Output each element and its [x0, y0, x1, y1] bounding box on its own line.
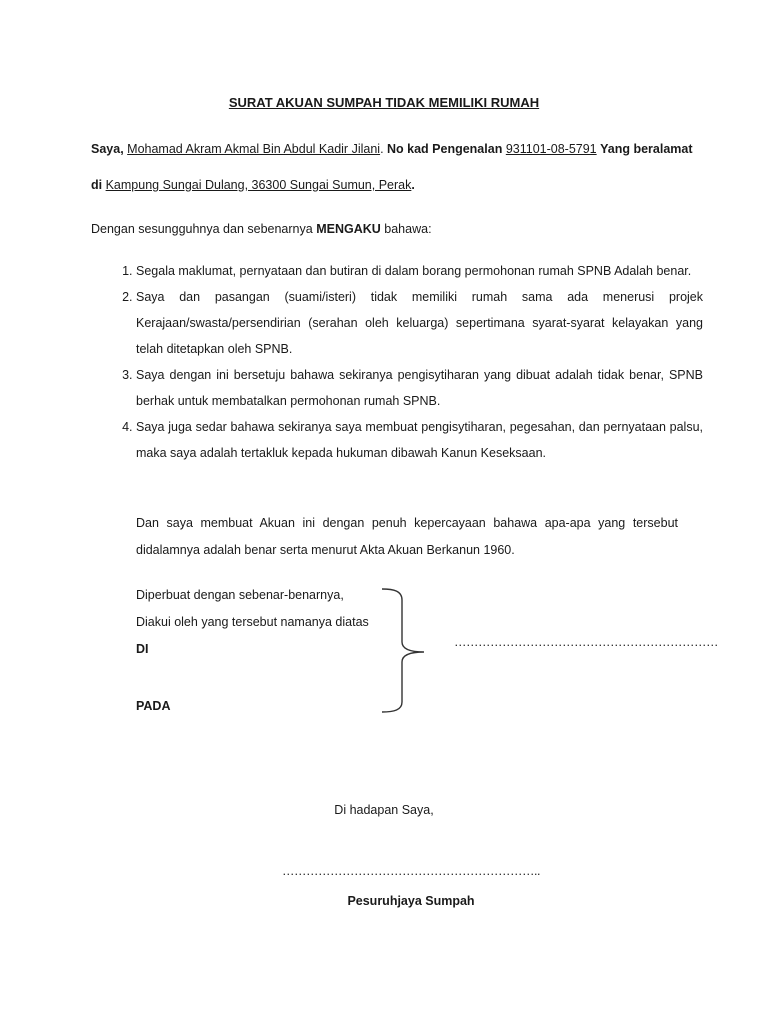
- address-label-2: di: [91, 178, 103, 192]
- intro-keyword: MENGAKU: [316, 222, 381, 236]
- declarant-line-1: Saya, Mohamad Akram Akmal Bin Abdul Kadir Jilani. No kad Pengenalan 931101-08-5791 Yang beralamat: [91, 142, 693, 156]
- curly-brace-icon: [380, 586, 430, 716]
- signature-dots: …………………………………………………………: [454, 635, 718, 649]
- declaration-item: 2. Saya dan pasangan (suami/isteri) tidak memiliki rumah sama ada menerusi projek Kerajaan/swasta/persendirian (serahan oleh keluarga) sepertimana syarat-syarat kelayakan yang telah ditetapkan oleh SPNB.: [136, 284, 703, 362]
- hadapan-label: Di hadapan Saya,: [334, 803, 434, 817]
- closing-paragraph: Dan saya membuat Akuan ini dengan penuh kepercayaan bahawa apa-apa yang tersebut didalamnya adalah benar serta menurut Akta Akuan Berkanun 1960.: [136, 516, 678, 557]
- declaration-item: 4. Saya juga sedar bahawa sekiranya saya membuat pengisytiharan, pegesahan, dan pernyataan palsu, maka saya adalah tertakluk kepada hukuman dibawah Kanun Keseksaan.: [136, 414, 703, 466]
- intro-line: [91, 222, 432, 236]
- signature-pada: PADA: [136, 699, 171, 713]
- declarant-address: Kampung Sungai Dulang, 36300 Sungai Sumun, Perak: [105, 178, 412, 192]
- signature-di: DI: [136, 642, 149, 656]
- ic-number: 931101-08-5791: [505, 142, 597, 156]
- commissioner-signature-dots: ………………………………………………………..: [282, 864, 540, 878]
- signature-line-1: Diperbuat dengan sebenar-benarnya,: [136, 588, 344, 602]
- saya-label: Saya,: [91, 142, 124, 156]
- commissioner-title: Pesuruhjaya Sumpah: [347, 894, 475, 908]
- declaration-item: 1. Segala maklumat, pernyataan dan butiran di dalam borang permohonan rumah SPNB Adalah benar.: [136, 258, 703, 284]
- intro-prefix: Dengan sesungguhnya dan sebenarnya: [91, 222, 313, 236]
- ic-label: No kad Pengenalan: [387, 142, 503, 156]
- declaration-item: 3. Saya dengan ini bersetuju bahawa sekiranya pengisytiharan yang dibuat adalah tidak benar, SPNB berhak untuk membatalkan permohonan rumah SPNB.: [136, 362, 703, 414]
- document-title: SURAT AKUAN SUMPAH TIDAK MEMILIKI RUMAH: [228, 95, 540, 110]
- signature-line-2: Diakui oleh yang tersebut namanya diatas: [136, 615, 369, 629]
- signature-block: [136, 582, 369, 663]
- declaration-list: [111, 258, 703, 466]
- declarant-name: Mohamad Akram Akmal Bin Abdul Kadir Jilani: [127, 142, 381, 156]
- declarant-line-2: di Kampung Sungai Dulang, 36300 Sungai Sumun, Perak.: [91, 178, 415, 192]
- address-label-1: Yang beralamat: [600, 142, 693, 156]
- intro-suffix: bahawa:: [384, 222, 432, 236]
